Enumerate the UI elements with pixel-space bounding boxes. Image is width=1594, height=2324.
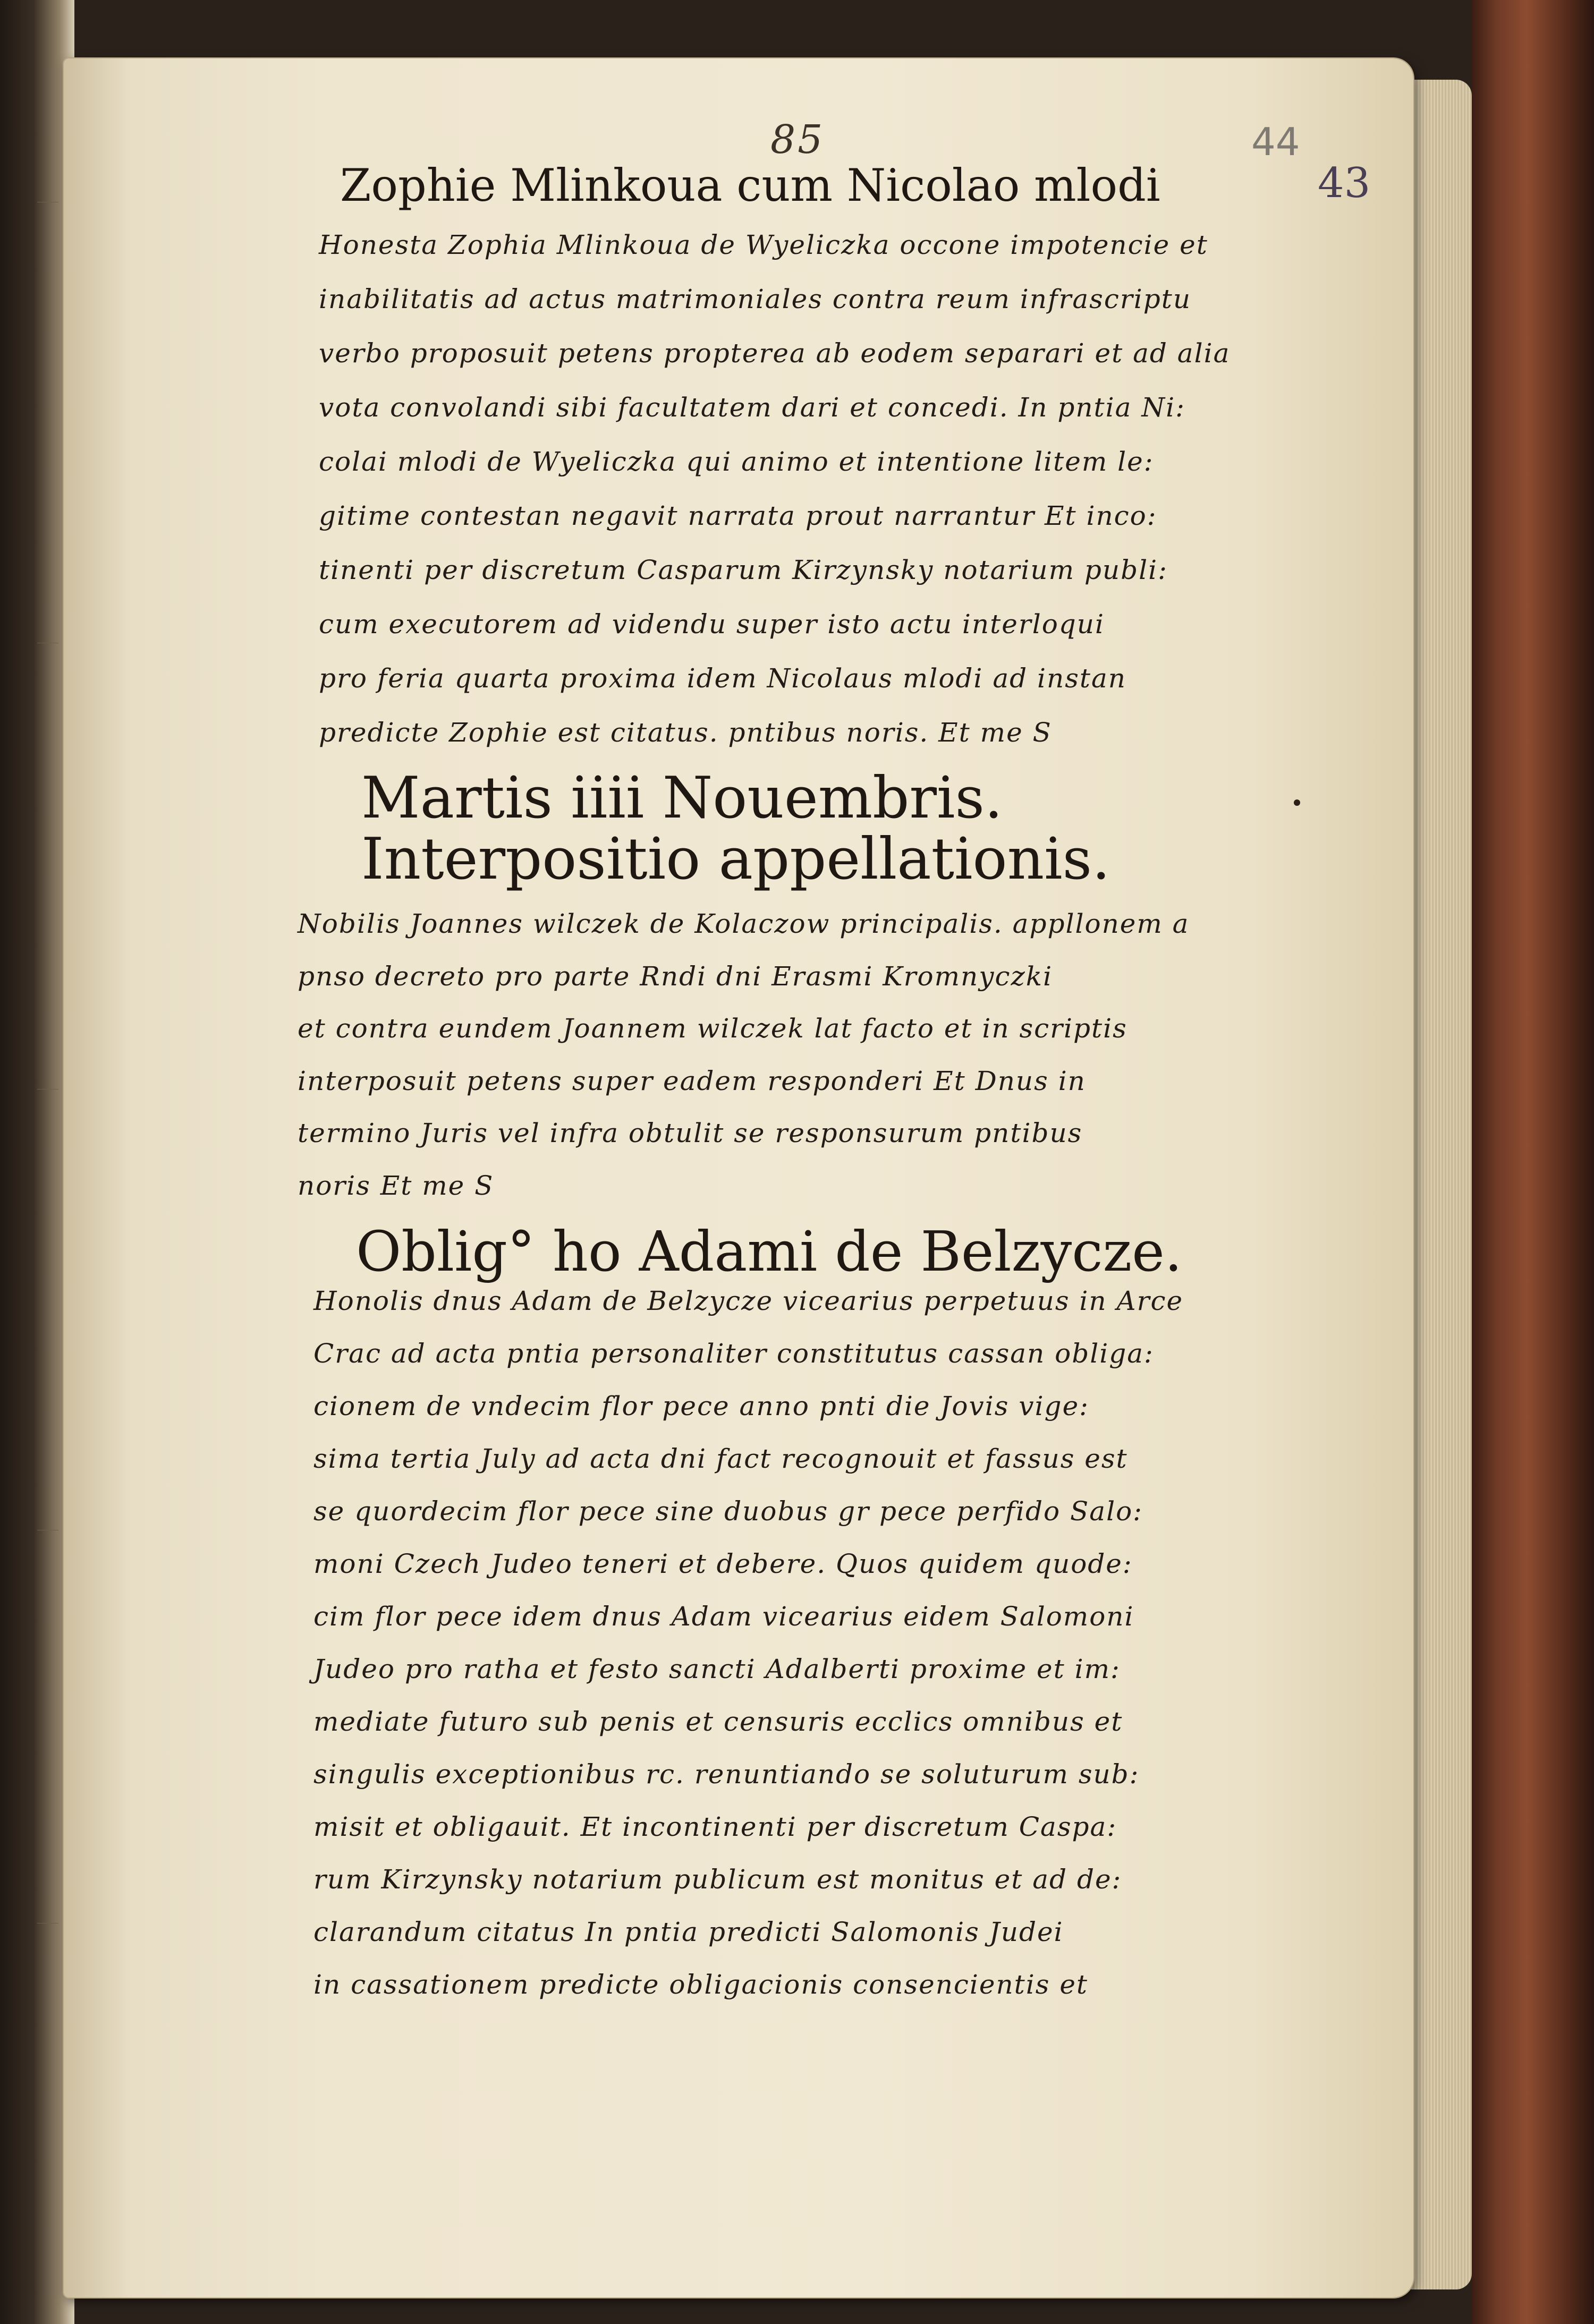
text-line: tinenti per discretum Casparum Kirzynsky notarium publi:: [319, 555, 1168, 585]
text-line: pro feria quarta proxima idem Nicolaus mlodi ad instan: [319, 663, 1126, 694]
book-binding: [1472, 0, 1594, 2324]
text-line: Crac ad acta pntia personaliter constitutus cassan obliga:: [313, 1338, 1154, 1369]
text-line: cum executorem ad videndu super isto actu interloqui: [319, 609, 1105, 640]
text-line: inabilitatis ad actus matrimoniales contra reum infrascriptu: [319, 284, 1192, 314]
text-line: cim flor pece idem dnus Adam vicearius eidem Salomoni: [313, 1601, 1134, 1632]
text-line: sima tertia July ad acta dni fact recognouit et fassus est: [313, 1443, 1128, 1474]
text-line: Honolis dnus Adam de Belzycze vicearius perpetuus in Arce: [313, 1286, 1184, 1316]
text-line: Honesta Zophia Mlinkoua de Wyeliczka occone impotencie et: [319, 229, 1208, 260]
text-line: et contra eundem Joannem wilczek lat facto et in scriptis: [298, 1013, 1127, 1044]
text-line: Nobilis Joannes wilczek de Kolaczow principalis. appllonem a: [298, 908, 1190, 939]
text-line: clarandum citatus In pntia predicti Salomonis Judei: [313, 1917, 1064, 1947]
text-line: misit et obligauit. Et incontinenti per discretum Caspa:: [313, 1811, 1117, 1842]
text-line: moni Czech Judeo teneri et debere. Quos quidem quode:: [313, 1548, 1133, 1579]
text-line: predicte Zophie est citatus. pntibus noris. Et me S: [319, 717, 1052, 748]
text-line: verbo proposuit petens propterea ab eodem separari et ad alia: [319, 338, 1231, 369]
text-line: singulis exceptionibus rc. renuntiando se soluturum sub:: [313, 1759, 1140, 1790]
date-heading: Martis iiii Nouembris.: [361, 765, 1003, 831]
text-line: gitime contestan negavit narrata prout narrantur Et inco:: [319, 500, 1157, 531]
folio-number-pencil: 44: [1251, 120, 1300, 164]
text-line: termino Juris vel infra obtulit se responsurum pntibus: [298, 1118, 1083, 1148]
ink-dot: [1294, 799, 1300, 806]
entry-heading: Oblig° ho Adami de Belzycze.: [356, 1219, 1182, 1284]
entry-text: [319, 218, 1230, 760]
text-line: interposuit petens super eadem responderi Et Dnus in: [298, 1065, 1086, 1096]
text-line: pnso decreto pro parte Rndi dni Erasmi Kromnyczki: [298, 960, 1053, 992]
folio-number-ink-right: 43: [1318, 159, 1371, 207]
entry-heading: Zophie Mlinkoua cum Nicolao mlodi: [340, 159, 1160, 211]
entry-text: [298, 898, 1190, 1212]
text-line: in cassationem predicte obligacionis consencientis et: [313, 1969, 1089, 2000]
text-line: se quordecim flor pece sine duobus gr pece perfido Salo:: [313, 1496, 1143, 1527]
text-line: colai mlodi de Wyeliczka qui animo et intentione litem le:: [319, 446, 1154, 477]
text-line: rum Kirzynsky notarium publicum est monitus et ad de:: [313, 1864, 1122, 1895]
text-line: Judeo pro ratha et festo sancti Adalberti proxime et im:: [313, 1654, 1121, 1684]
text-line: cionem de vndecim flor pece anno pnti die Jovis vige:: [313, 1391, 1090, 1421]
text-line: noris Et me S: [298, 1170, 494, 1201]
text-line: vota convolandi sibi facultatem dari et concedi. In pntia Ni:: [319, 392, 1185, 423]
text-line: mediate futuro sub penis et censuris ecclics omnibus et: [313, 1706, 1123, 1737]
entry-text: [313, 1275, 1183, 2011]
left-page-edge: [0, 0, 74, 2324]
entry-subheading: Interpositio appellationis.: [361, 826, 1110, 892]
folio-number-ink: 85: [770, 117, 825, 163]
